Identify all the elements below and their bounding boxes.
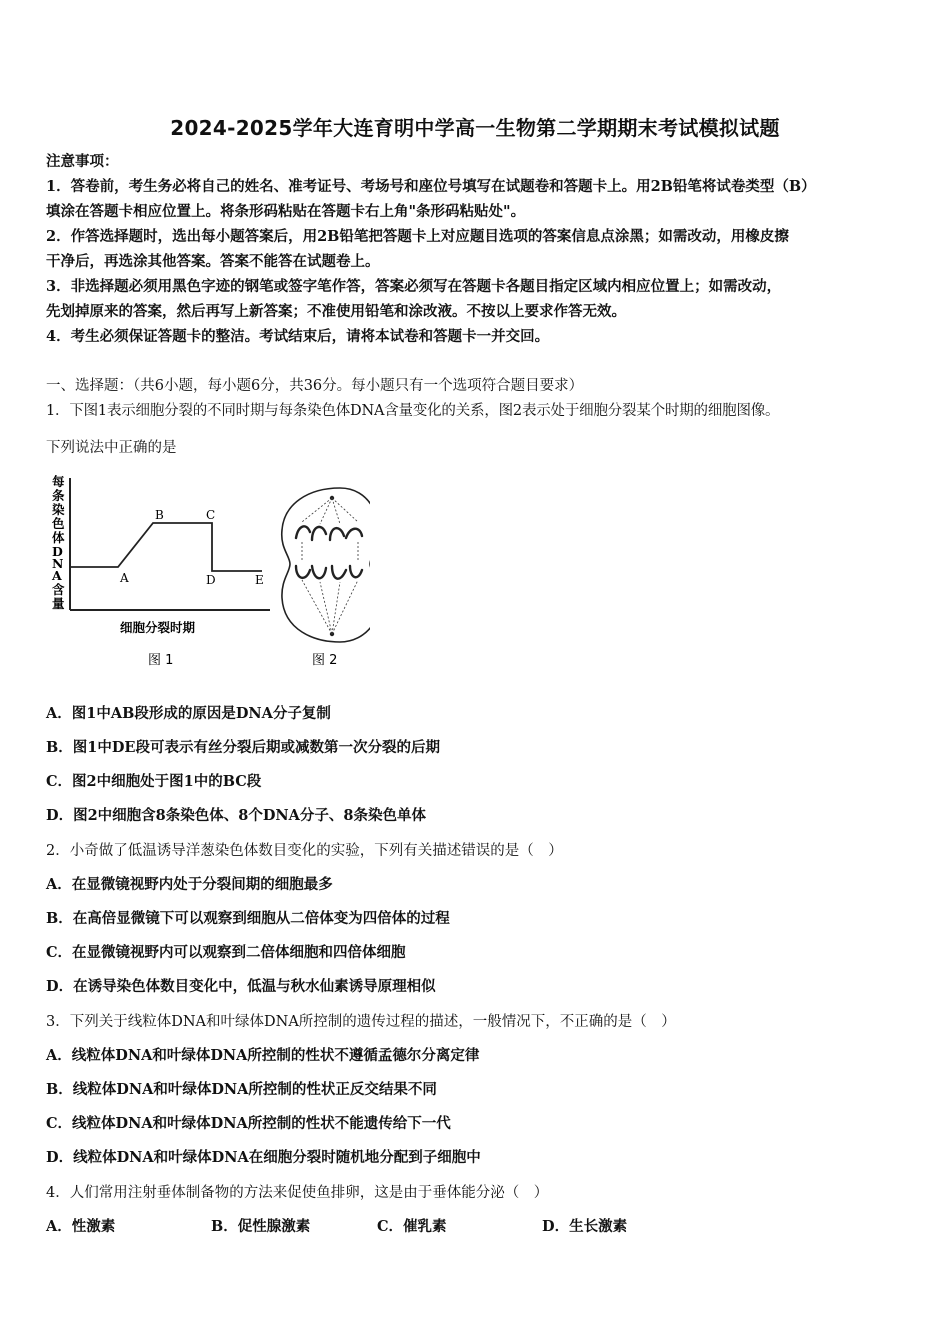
dna-content-curve bbox=[70, 523, 262, 571]
cell-membrane bbox=[282, 488, 370, 642]
point-label-d: D bbox=[206, 573, 216, 587]
question-4-option-a[interactable]: A．性激素 bbox=[46, 1218, 116, 1235]
question-4-option-b[interactable]: B．促性腺激素 bbox=[211, 1218, 311, 1235]
question-2-option-a[interactable]: A．在显微镜视野内处于分裂间期的细胞最多 bbox=[46, 876, 333, 893]
section-heading: 一、选择题：（共6小题，每小题6分，共36分。每小题只有一个选项符合题目要求） bbox=[46, 378, 584, 394]
question-4-option-d[interactable]: D．生长激素 bbox=[542, 1218, 628, 1235]
notice-line: 先划掉原来的答案，然后再写上新答案；不准使用铅笔和涂改液。不按以上要求作答无效。 bbox=[46, 303, 626, 320]
notice-heading: 注意事项： bbox=[46, 153, 119, 170]
question-1-option-a[interactable]: A．图1中AB段形成的原因是DNA分子复制 bbox=[46, 705, 331, 722]
chromosomes-lower bbox=[296, 566, 362, 579]
page-title: 2024-2025学年大连育明中学高一生物第二学期期末考试模拟试题 bbox=[170, 116, 780, 140]
question-3-option-b[interactable]: B．线粒体DNA和叶绿体DNA所控制的性状正反交结果不同 bbox=[46, 1081, 437, 1098]
question-4-stem: 4．人们常用注射垂体制备物的方法来促使鱼排卵，这是由于垂体能分泌（ ） bbox=[46, 1185, 549, 1201]
notice-line: 1．答卷前，考生务必将自己的姓名、准考证号、考场号和座位号填写在试题卷和答题卡上。用2B铅笔将试卷类型（B） bbox=[46, 178, 816, 195]
question-1-stem-cont: 下列说法中正确的是 bbox=[46, 440, 177, 456]
question-1-stem: 1．下图1表示细胞分裂的不同时期与每条染色体DNA含量变化的关系，图2表示处于细胞分裂某个时期的细胞图像。 bbox=[46, 403, 780, 419]
chromosomes-upper bbox=[296, 526, 362, 540]
notice-line: 2．作答选择题时，选出每小题答案后，用2B铅笔把答题卡上对应题目选项的答案信息点涂黑；如需改动，用橡皮擦 bbox=[46, 228, 789, 245]
question-2-option-c[interactable]: C．在显微镜视野内可以观察到二倍体细胞和四倍体细胞 bbox=[46, 944, 406, 961]
question-2-option-b[interactable]: B．在高倍显微镜下可以观察到细胞从二倍体变为四倍体的过程 bbox=[46, 910, 450, 927]
notice-line: 填涂在答题卡相应位置上。将条形码粘贴在答题卡右上角"条形码粘贴处"。 bbox=[46, 203, 526, 220]
point-label-c: C bbox=[206, 508, 216, 522]
y-axis-label: 每条染色体 D N A 含量 bbox=[52, 474, 65, 611]
notice-line: 4．考生必须保证答题卡的整洁。考试结束后，请将本试卷和答题卡一并交回。 bbox=[46, 328, 550, 345]
notice-line: 干净后，再选涂其他答案。答案不能答在试题卷上。 bbox=[46, 253, 380, 270]
point-label-a: A bbox=[120, 571, 129, 585]
x-axis-label: 细胞分裂时期 bbox=[120, 620, 196, 635]
question-4-options bbox=[46, 1217, 746, 1237]
question-3-option-c[interactable]: C．线粒体DNA和叶绿体DNA所控制的性状不能遗传给下一代 bbox=[46, 1115, 451, 1132]
question-1-figure bbox=[40, 470, 370, 680]
question-1-option-b[interactable]: B．图1中DE段可表示有丝分裂后期或减数第一次分裂的后期 bbox=[46, 739, 440, 756]
figure-1-caption: 图 1 bbox=[148, 653, 174, 668]
question-3-option-a[interactable]: A．线粒体DNA和叶绿体DNA所控制的性状不遵循孟德尔分离定律 bbox=[46, 1047, 480, 1064]
question-1-option-d[interactable]: D．图2中细胞含8条染色体、8个DNA分子、8条染色单体 bbox=[46, 807, 427, 824]
question-1-option-c[interactable]: C．图2中细胞处于图1中的BC段 bbox=[46, 773, 262, 790]
question-4-option-c[interactable]: C．催乳素 bbox=[377, 1218, 447, 1235]
figure-2-cell bbox=[282, 488, 370, 668]
point-label-e: E bbox=[255, 573, 264, 587]
point-label-b: B bbox=[155, 508, 164, 522]
question-2-option-d[interactable]: D．在诱导染色体数目变化中，低温与秋水仙素诱导原理相似 bbox=[46, 978, 436, 995]
question-3-option-d[interactable]: D．线粒体DNA和叶绿体DNA在细胞分裂时随机地分配到子细胞中 bbox=[46, 1149, 481, 1166]
notice-line: 3．非选择题必须用黑色字迹的钢笔或签字笔作答，答案必须写在答题卡各题目指定区域内相应位置上；如需改动， bbox=[46, 278, 782, 295]
question-2-stem: 2．小奇做了低温诱导洋葱染色体数目变化的实验，下列有关描述错误的是（ ） bbox=[46, 843, 563, 859]
question-3-stem: 3．下列关于线粒体DNA和叶绿体DNA所控制的遗传过程的描述，一般情况下，不正确的是（ ） bbox=[46, 1014, 676, 1030]
figure-2-caption: 图 2 bbox=[312, 653, 338, 668]
figure-1-graph bbox=[51, 474, 270, 668]
